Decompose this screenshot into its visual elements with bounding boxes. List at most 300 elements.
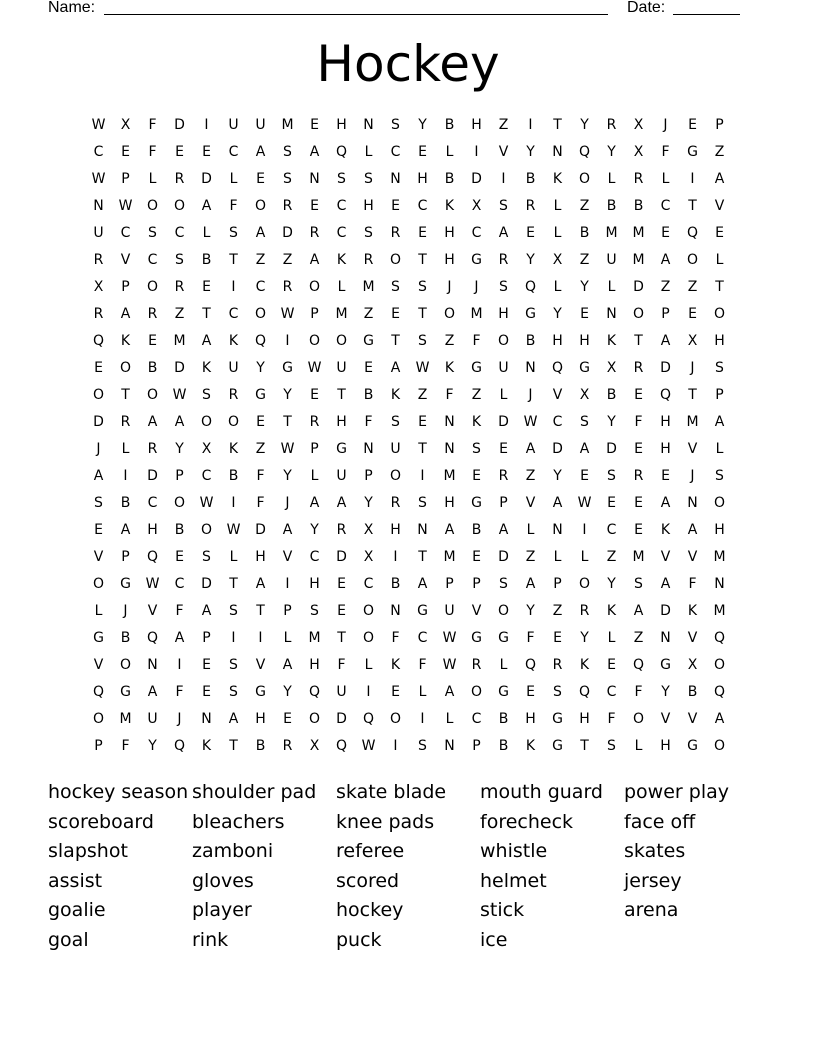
grid-letter[interactable]: F bbox=[175, 683, 184, 700]
grid-letter[interactable]: Q bbox=[92, 683, 105, 700]
grid-letter[interactable]: Y bbox=[553, 305, 562, 322]
grid-letter[interactable]: K bbox=[552, 170, 563, 187]
grid-letter[interactable]: R bbox=[498, 467, 509, 484]
grid-letter[interactable]: I bbox=[690, 170, 695, 187]
grid-letter[interactable]: P bbox=[121, 548, 130, 565]
grid-letter[interactable]: Y bbox=[283, 386, 292, 403]
grid-letter[interactable]: M bbox=[632, 251, 645, 268]
grid-letter[interactable]: K bbox=[390, 656, 401, 673]
grid-letter[interactable]: U bbox=[228, 359, 239, 376]
grid-letter[interactable]: K bbox=[579, 656, 590, 673]
grid-letter[interactable]: L bbox=[364, 143, 373, 160]
grid-letter[interactable]: G bbox=[579, 359, 590, 376]
grid-letter[interactable]: S bbox=[202, 386, 211, 403]
grid-letter[interactable]: E bbox=[607, 656, 616, 673]
grid-letter[interactable]: C bbox=[309, 548, 320, 565]
grid-letter[interactable]: E bbox=[364, 359, 373, 376]
grid-letter[interactable]: Z bbox=[525, 548, 536, 565]
grid-letter[interactable]: U bbox=[606, 251, 617, 268]
grid-letter[interactable]: W bbox=[172, 386, 187, 403]
grid-letter[interactable]: N bbox=[552, 521, 563, 538]
grid-letter[interactable]: R bbox=[282, 737, 293, 754]
grid-letter[interactable]: H bbox=[336, 116, 347, 133]
grid-letter[interactable]: U bbox=[228, 116, 239, 133]
grid-letter[interactable]: R bbox=[363, 251, 374, 268]
grid-letter[interactable]: K bbox=[201, 737, 212, 754]
grid-letter[interactable]: K bbox=[201, 359, 212, 376]
grid-letter[interactable]: Q bbox=[146, 548, 159, 565]
grid-letter[interactable]: N bbox=[714, 575, 725, 592]
grid-letter[interactable]: F bbox=[526, 629, 535, 646]
grid-letter[interactable]: H bbox=[498, 305, 509, 322]
grid-letter[interactable]: O bbox=[362, 629, 375, 646]
grid-letter[interactable]: C bbox=[147, 251, 158, 268]
grid-letter[interactable]: M bbox=[281, 116, 294, 133]
grid-letter[interactable]: Z bbox=[552, 602, 563, 619]
grid-letter[interactable]: R bbox=[336, 521, 347, 538]
grid-letter[interactable]: Z bbox=[687, 278, 698, 295]
grid-letter[interactable]: P bbox=[715, 116, 724, 133]
grid-letter[interactable]: A bbox=[714, 170, 725, 187]
grid-letter[interactable]: S bbox=[418, 737, 427, 754]
grid-letter[interactable]: X bbox=[606, 359, 617, 376]
grid-letter[interactable]: O bbox=[254, 197, 267, 214]
grid-letter[interactable]: Z bbox=[579, 197, 590, 214]
grid-letter[interactable]: X bbox=[552, 251, 563, 268]
grid-letter[interactable]: H bbox=[309, 656, 320, 673]
grid-letter[interactable]: N bbox=[687, 494, 698, 511]
grid-letter[interactable]: O bbox=[362, 602, 375, 619]
grid-letter[interactable]: O bbox=[713, 656, 726, 673]
grid-letter[interactable]: C bbox=[255, 278, 266, 295]
grid-letter[interactable]: I bbox=[420, 710, 425, 727]
grid-letter[interactable]: W bbox=[415, 359, 430, 376]
grid-letter[interactable]: X bbox=[633, 116, 644, 133]
grid-letter[interactable]: Q bbox=[524, 278, 537, 295]
grid-letter[interactable]: Z bbox=[579, 251, 590, 268]
grid-letter[interactable]: M bbox=[632, 548, 645, 565]
grid-letter[interactable]: V bbox=[120, 251, 131, 268]
grid-letter[interactable]: S bbox=[499, 278, 508, 295]
grid-letter[interactable]: A bbox=[147, 683, 158, 700]
grid-letter[interactable]: W bbox=[361, 737, 376, 754]
grid-letter[interactable]: I bbox=[285, 332, 290, 349]
grid-letter[interactable]: K bbox=[444, 197, 455, 214]
grid-letter[interactable]: Q bbox=[254, 332, 267, 349]
grid-letter[interactable]: H bbox=[714, 332, 725, 349]
grid-letter[interactable]: H bbox=[552, 332, 563, 349]
grid-letter[interactable]: Z bbox=[660, 278, 671, 295]
grid-letter[interactable]: A bbox=[579, 440, 590, 457]
grid-letter[interactable]: R bbox=[525, 197, 536, 214]
grid-letter[interactable]: D bbox=[336, 548, 347, 565]
grid-letter[interactable]: Q bbox=[713, 683, 726, 700]
grid-letter[interactable]: E bbox=[607, 494, 616, 511]
grid-letter[interactable]: S bbox=[175, 251, 184, 268]
grid-letter[interactable]: V bbox=[147, 602, 158, 619]
grid-letter[interactable]: H bbox=[255, 710, 266, 727]
grid-letter[interactable]: K bbox=[444, 359, 455, 376]
grid-letter[interactable]: D bbox=[147, 467, 158, 484]
grid-letter[interactable]: U bbox=[336, 683, 347, 700]
grid-letter[interactable]: X bbox=[93, 278, 104, 295]
grid-letter[interactable]: A bbox=[498, 521, 509, 538]
grid-letter[interactable]: U bbox=[444, 602, 455, 619]
grid-letter[interactable]: S bbox=[94, 494, 103, 511]
grid-letter[interactable]: D bbox=[282, 224, 293, 241]
grid-letter[interactable]: A bbox=[633, 602, 644, 619]
grid-letter[interactable]: T bbox=[688, 197, 697, 214]
grid-letter[interactable]: U bbox=[336, 467, 347, 484]
grid-letter[interactable]: A bbox=[309, 251, 320, 268]
grid-letter[interactable]: S bbox=[607, 737, 616, 754]
grid-letter[interactable]: B bbox=[444, 170, 455, 187]
grid-letter[interactable]: G bbox=[120, 683, 131, 700]
grid-letter[interactable]: O bbox=[578, 575, 591, 592]
grid-letter[interactable]: A bbox=[255, 575, 266, 592]
grid-letter[interactable]: O bbox=[497, 602, 510, 619]
grid-letter[interactable]: E bbox=[391, 305, 400, 322]
grid-letter[interactable]: A bbox=[714, 413, 725, 430]
grid-letter[interactable]: Z bbox=[363, 305, 374, 322]
grid-letter[interactable]: L bbox=[283, 629, 292, 646]
grid-letter[interactable]: Q bbox=[578, 143, 591, 160]
grid-letter[interactable]: E bbox=[472, 467, 481, 484]
grid-letter[interactable]: C bbox=[390, 143, 401, 160]
grid-letter[interactable]: T bbox=[418, 548, 427, 565]
grid-letter[interactable]: Y bbox=[661, 683, 670, 700]
grid-letter[interactable]: B bbox=[255, 737, 266, 754]
grid-letter[interactable]: D bbox=[336, 710, 347, 727]
grid-letter[interactable]: X bbox=[633, 143, 644, 160]
grid-letter[interactable]: S bbox=[391, 278, 400, 295]
grid-letter[interactable]: R bbox=[579, 602, 590, 619]
grid-letter[interactable]: X bbox=[687, 656, 698, 673]
grid-letter[interactable]: T bbox=[229, 251, 238, 268]
grid-letter[interactable]: Y bbox=[256, 359, 265, 376]
grid-letter[interactable]: I bbox=[582, 521, 587, 538]
grid-letter[interactable]: D bbox=[174, 359, 185, 376]
grid-letter[interactable]: F bbox=[391, 629, 400, 646]
grid-letter[interactable]: F bbox=[634, 683, 643, 700]
grid-letter[interactable]: G bbox=[660, 656, 671, 673]
grid-letter[interactable]: N bbox=[444, 737, 455, 754]
grid-letter[interactable]: Y bbox=[580, 116, 589, 133]
grid-letter[interactable]: B bbox=[606, 386, 617, 403]
grid-letter[interactable]: F bbox=[121, 737, 130, 754]
grid-letter[interactable]: W bbox=[226, 521, 241, 538]
grid-letter[interactable]: V bbox=[687, 440, 698, 457]
grid-letter[interactable]: H bbox=[444, 251, 455, 268]
grid-letter[interactable]: A bbox=[147, 413, 158, 430]
grid-letter[interactable]: Y bbox=[364, 494, 373, 511]
grid-letter[interactable]: D bbox=[255, 521, 266, 538]
grid-letter[interactable]: I bbox=[231, 494, 236, 511]
grid-letter[interactable]: I bbox=[474, 143, 479, 160]
grid-letter[interactable]: A bbox=[309, 143, 320, 160]
grid-letter[interactable]: D bbox=[174, 116, 185, 133]
grid-letter[interactable]: O bbox=[119, 656, 132, 673]
grid-letter[interactable]: B bbox=[498, 737, 509, 754]
grid-letter[interactable]: R bbox=[309, 413, 320, 430]
grid-letter[interactable]: S bbox=[607, 467, 616, 484]
grid-letter[interactable]: C bbox=[606, 683, 617, 700]
grid-letter[interactable]: O bbox=[335, 332, 348, 349]
grid-letter[interactable]: P bbox=[310, 440, 319, 457]
grid-letter[interactable]: A bbox=[174, 413, 185, 430]
grid-letter[interactable]: H bbox=[579, 710, 590, 727]
grid-letter[interactable]: T bbox=[121, 386, 130, 403]
grid-letter[interactable]: U bbox=[147, 710, 158, 727]
grid-letter[interactable]: D bbox=[498, 548, 509, 565]
grid-letter[interactable]: F bbox=[175, 602, 184, 619]
grid-letter[interactable]: L bbox=[607, 629, 616, 646]
grid-letter[interactable]: I bbox=[366, 683, 371, 700]
grid-letter[interactable]: V bbox=[660, 548, 671, 565]
grid-letter[interactable]: N bbox=[606, 305, 617, 322]
grid-letter[interactable]: A bbox=[687, 521, 698, 538]
grid-letter[interactable]: A bbox=[201, 602, 212, 619]
grid-letter[interactable]: S bbox=[310, 602, 319, 619]
grid-letter[interactable]: T bbox=[553, 116, 562, 133]
grid-letter[interactable]: H bbox=[525, 710, 536, 727]
grid-letter[interactable]: W bbox=[280, 305, 295, 322]
grid-letter[interactable]: O bbox=[389, 710, 402, 727]
grid-letter[interactable]: L bbox=[418, 683, 427, 700]
grid-letter[interactable]: A bbox=[525, 575, 536, 592]
grid-letter[interactable]: G bbox=[552, 737, 563, 754]
grid-letter[interactable]: S bbox=[715, 359, 724, 376]
grid-letter[interactable]: N bbox=[417, 521, 428, 538]
grid-letter[interactable]: I bbox=[420, 467, 425, 484]
grid-letter[interactable]: F bbox=[607, 710, 616, 727]
grid-letter[interactable]: V bbox=[282, 548, 293, 565]
grid-letter[interactable]: S bbox=[418, 278, 427, 295]
grid-letter[interactable]: R bbox=[147, 305, 158, 322]
grid-letter[interactable]: C bbox=[660, 197, 671, 214]
grid-letter[interactable]: Q bbox=[632, 656, 645, 673]
grid-letter[interactable]: L bbox=[337, 278, 346, 295]
grid-letter[interactable]: W bbox=[523, 413, 538, 430]
grid-letter[interactable]: G bbox=[363, 332, 374, 349]
grid-letter[interactable]: I bbox=[501, 170, 506, 187]
grid-letter[interactable]: E bbox=[310, 116, 319, 133]
grid-letter[interactable]: P bbox=[472, 575, 481, 592]
grid-letter[interactable]: J bbox=[96, 440, 101, 457]
grid-letter[interactable]: E bbox=[472, 548, 481, 565]
grid-letter[interactable]: L bbox=[526, 521, 535, 538]
grid-letter[interactable]: R bbox=[228, 386, 239, 403]
grid-letter[interactable]: O bbox=[308, 278, 321, 295]
grid-letter[interactable]: E bbox=[310, 386, 319, 403]
grid-letter[interactable]: O bbox=[443, 305, 456, 322]
grid-letter[interactable]: I bbox=[123, 467, 128, 484]
grid-letter[interactable]: D bbox=[93, 413, 104, 430]
grid-letter[interactable]: U bbox=[336, 359, 347, 376]
grid-letter[interactable]: W bbox=[199, 494, 214, 511]
grid-letter[interactable]: E bbox=[688, 305, 697, 322]
grid-letter[interactable]: A bbox=[120, 305, 131, 322]
grid-letter[interactable]: W bbox=[442, 629, 457, 646]
grid-letter[interactable]: F bbox=[229, 197, 238, 214]
grid-letter[interactable]: I bbox=[177, 656, 182, 673]
grid-letter[interactable]: K bbox=[336, 251, 347, 268]
grid-letter[interactable]: Y bbox=[526, 251, 535, 268]
grid-letter[interactable]: S bbox=[580, 413, 589, 430]
grid-letter[interactable]: P bbox=[310, 305, 319, 322]
grid-letter[interactable]: H bbox=[444, 494, 455, 511]
grid-letter[interactable]: O bbox=[227, 413, 240, 430]
grid-letter[interactable]: M bbox=[470, 305, 483, 322]
grid-letter[interactable]: C bbox=[336, 197, 347, 214]
grid-letter[interactable]: R bbox=[471, 656, 482, 673]
grid-letter[interactable]: K bbox=[228, 332, 239, 349]
grid-letter[interactable]: A bbox=[201, 197, 212, 214]
grid-letter[interactable]: S bbox=[337, 170, 346, 187]
grid-letter[interactable]: G bbox=[498, 629, 509, 646]
grid-letter[interactable]: R bbox=[120, 413, 131, 430]
grid-letter[interactable]: G bbox=[255, 683, 266, 700]
grid-letter[interactable]: A bbox=[660, 332, 671, 349]
grid-letter[interactable]: L bbox=[499, 656, 508, 673]
grid-letter[interactable]: B bbox=[525, 332, 536, 349]
grid-letter[interactable]: F bbox=[445, 386, 454, 403]
grid-letter[interactable]: O bbox=[119, 359, 132, 376]
grid-letter[interactable]: N bbox=[390, 602, 401, 619]
grid-letter[interactable]: E bbox=[634, 386, 643, 403]
grid-letter[interactable]: Q bbox=[146, 629, 159, 646]
grid-letter[interactable]: F bbox=[256, 467, 265, 484]
grid-letter[interactable]: M bbox=[335, 305, 348, 322]
grid-letter[interactable]: T bbox=[715, 278, 724, 295]
grid-letter[interactable]: Y bbox=[526, 143, 535, 160]
grid-letter[interactable]: H bbox=[336, 413, 347, 430]
grid-letter[interactable]: B bbox=[120, 494, 131, 511]
grid-letter[interactable]: S bbox=[283, 170, 292, 187]
grid-letter[interactable]: H bbox=[309, 575, 320, 592]
grid-letter[interactable]: A bbox=[714, 710, 725, 727]
grid-letter[interactable]: Z bbox=[606, 548, 617, 565]
grid-letter[interactable]: R bbox=[174, 170, 185, 187]
grid-letter[interactable]: B bbox=[201, 251, 212, 268]
grid-letter[interactable]: B bbox=[525, 170, 536, 187]
grid-letter[interactable]: Q bbox=[362, 710, 375, 727]
grid-letter[interactable]: O bbox=[470, 683, 483, 700]
grid-letter[interactable]: R bbox=[552, 656, 563, 673]
grid-letter[interactable]: E bbox=[256, 413, 265, 430]
grid-letter[interactable]: X bbox=[201, 440, 212, 457]
grid-letter[interactable]: Y bbox=[607, 413, 616, 430]
grid-letter[interactable]: L bbox=[553, 224, 562, 241]
grid-letter[interactable]: J bbox=[663, 116, 668, 133]
grid-letter[interactable]: Y bbox=[607, 143, 616, 160]
grid-letter[interactable]: I bbox=[285, 575, 290, 592]
grid-letter[interactable]: Z bbox=[471, 386, 482, 403]
grid-letter[interactable]: X bbox=[687, 332, 698, 349]
grid-letter[interactable]: X bbox=[309, 737, 320, 754]
grid-letter[interactable]: M bbox=[119, 710, 132, 727]
grid-letter[interactable]: W bbox=[145, 575, 160, 592]
grid-letter[interactable]: H bbox=[471, 116, 482, 133]
grid-letter[interactable]: I bbox=[393, 548, 398, 565]
grid-letter[interactable]: T bbox=[229, 575, 238, 592]
grid-letter[interactable]: O bbox=[389, 251, 402, 268]
grid-letter[interactable]: N bbox=[525, 359, 536, 376]
grid-letter[interactable]: E bbox=[202, 278, 211, 295]
grid-letter[interactable]: Y bbox=[526, 602, 535, 619]
grid-letter[interactable]: A bbox=[444, 683, 455, 700]
grid-letter[interactable]: R bbox=[147, 440, 158, 457]
grid-letter[interactable]: E bbox=[202, 656, 211, 673]
grid-letter[interactable]: H bbox=[579, 332, 590, 349]
grid-letter[interactable]: O bbox=[713, 494, 726, 511]
grid-letter[interactable]: C bbox=[228, 305, 239, 322]
grid-letter[interactable]: L bbox=[715, 251, 724, 268]
grid-letter[interactable]: S bbox=[229, 656, 238, 673]
grid-letter[interactable]: Y bbox=[175, 440, 184, 457]
grid-letter[interactable]: H bbox=[660, 737, 671, 754]
grid-letter[interactable]: Z bbox=[417, 386, 428, 403]
grid-letter[interactable]: A bbox=[255, 143, 266, 160]
grid-letter[interactable]: E bbox=[310, 197, 319, 214]
grid-letter[interactable]: N bbox=[444, 413, 455, 430]
grid-letter[interactable]: G bbox=[498, 683, 509, 700]
grid-letter[interactable]: Y bbox=[283, 683, 292, 700]
grid-letter[interactable]: T bbox=[418, 440, 427, 457]
grid-letter[interactable]: V bbox=[255, 656, 266, 673]
grid-letter[interactable]: Q bbox=[308, 683, 321, 700]
grid-letter[interactable]: X bbox=[120, 116, 131, 133]
grid-letter[interactable]: Y bbox=[310, 521, 319, 538]
grid-letter[interactable]: L bbox=[445, 710, 454, 727]
grid-letter[interactable]: P bbox=[445, 575, 454, 592]
grid-letter[interactable]: O bbox=[497, 332, 510, 349]
grid-letter[interactable]: O bbox=[200, 413, 213, 430]
grid-letter[interactable]: E bbox=[121, 143, 130, 160]
grid-letter[interactable]: R bbox=[93, 251, 104, 268]
grid-letter[interactable]: A bbox=[174, 629, 185, 646]
grid-letter[interactable]: A bbox=[417, 575, 428, 592]
grid-letter[interactable]: F bbox=[661, 143, 670, 160]
grid-letter[interactable]: Q bbox=[173, 737, 186, 754]
grid-letter[interactable]: M bbox=[443, 467, 456, 484]
grid-letter[interactable]: S bbox=[148, 224, 157, 241]
grid-letter[interactable]: S bbox=[418, 332, 427, 349]
grid-letter[interactable]: Y bbox=[607, 575, 616, 592]
grid-letter[interactable]: Q bbox=[92, 332, 105, 349]
grid-letter[interactable]: R bbox=[174, 278, 185, 295]
grid-letter[interactable]: N bbox=[363, 116, 374, 133]
grid-letter[interactable]: T bbox=[256, 602, 265, 619]
grid-letter[interactable]: A bbox=[282, 656, 293, 673]
grid-letter[interactable]: R bbox=[633, 359, 644, 376]
grid-letter[interactable]: E bbox=[94, 359, 103, 376]
grid-letter[interactable]: L bbox=[445, 143, 454, 160]
grid-letter[interactable]: E bbox=[283, 710, 292, 727]
grid-letter[interactable]: P bbox=[121, 278, 130, 295]
grid-letter[interactable]: I bbox=[204, 116, 209, 133]
grid-letter[interactable]: T bbox=[283, 413, 292, 430]
grid-letter[interactable]: A bbox=[309, 494, 320, 511]
grid-letter[interactable]: N bbox=[147, 656, 158, 673]
grid-letter[interactable]: O bbox=[632, 710, 645, 727]
grid-letter[interactable]: B bbox=[174, 521, 185, 538]
grid-letter[interactable]: H bbox=[390, 521, 401, 538]
grid-letter[interactable]: Q bbox=[578, 683, 591, 700]
grid-letter[interactable]: E bbox=[634, 521, 643, 538]
grid-letter[interactable]: S bbox=[418, 494, 427, 511]
grid-letter[interactable]: L bbox=[607, 278, 616, 295]
